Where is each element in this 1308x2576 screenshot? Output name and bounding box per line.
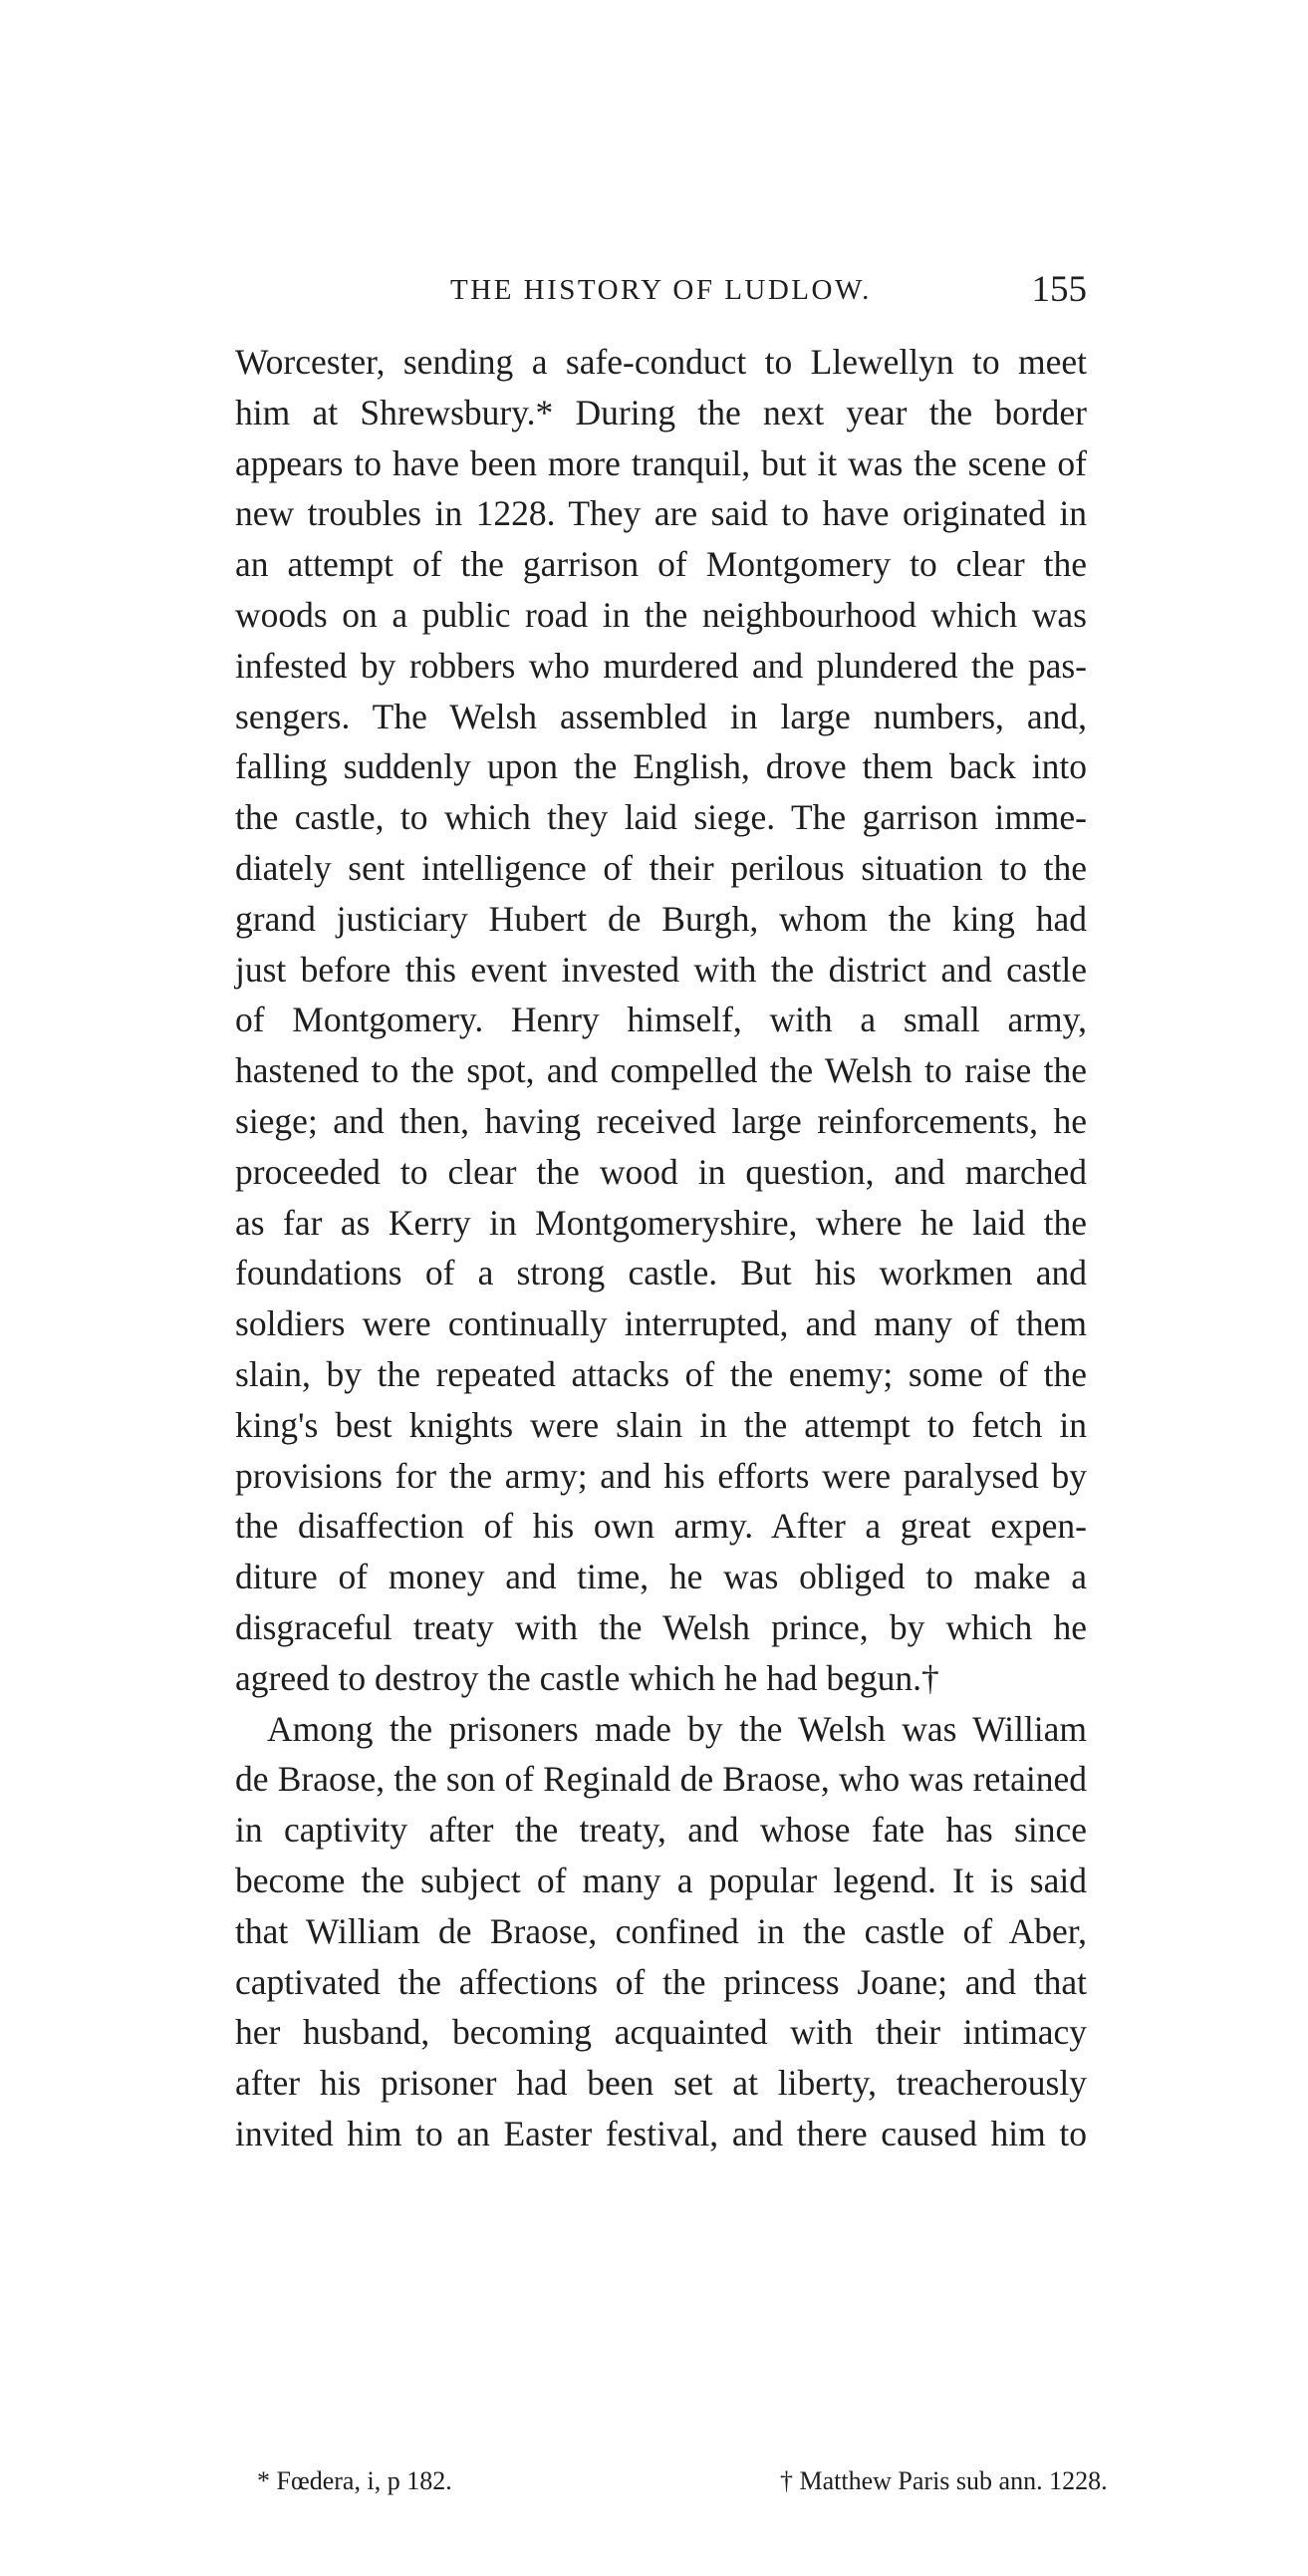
text-line: provisions for the army; and his efforts were paralysed by (235, 1455, 1087, 1496)
text-line: slain, by the repeated attacks of the enemy; some of the (235, 1353, 1087, 1394)
text-line: disgraceful treaty with the Welsh prince, by which he (235, 1606, 1087, 1647)
text-line: diture of money and time, he was obliged to make a (235, 1557, 1087, 1597)
text-line: become the subject of many a popular legend. It is said (235, 1860, 1087, 1900)
footnotes (257, 2461, 1108, 2501)
text-line: just before this event invested with the district and castle (235, 949, 1087, 990)
text-line: sengers. The Welsh assembled in large numbers, and, (235, 696, 1087, 736)
text-line: Worcester, sending a safe-conduct to Llewellyn to meet (235, 342, 1087, 382)
text-line: de Braose, the son of Reginald de Braose, who was retained (235, 1759, 1087, 1800)
text-line: invited him to an Easter festival, and there caused him to (235, 2113, 1087, 2153)
text-line: diately sent intelligence of their perilous situation to the (235, 847, 1087, 888)
text-line: her husband, becoming acquainted with their intimacy (235, 2012, 1087, 2053)
text-line: captivated the affections of the princess Joane; and that (235, 1961, 1087, 2002)
body-text (235, 337, 1087, 2159)
text-line: the disaffection of his own army. After a great expen- (235, 1506, 1087, 1547)
text-line: infested by robbers who murdered and plundered the pas- (235, 645, 1087, 686)
text-line: king's best knights were slain in the attempt to fetch in (235, 1404, 1087, 1445)
text-line: foundations of a strong castle. But his workmen and (235, 1253, 1087, 1293)
text-line: soldiers were continually interrupted, and many of them (235, 1303, 1087, 1344)
text-line: of Montgomery. Henry himself, with a small army, (235, 1000, 1087, 1040)
text-line: that William de Braose, confined in the castle of Aber, (235, 1910, 1087, 1951)
footnote-matthew-paris: † Matthew Paris sub ann. 1228. (780, 2466, 1108, 2495)
text-line: as far as Kerry in Montgomeryshire, where he laid the (235, 1202, 1087, 1243)
text-line: new troubles in 1228. They are said to have originated in (235, 493, 1087, 534)
text-line: falling suddenly upon the English, drove them back into (235, 746, 1087, 787)
text-line: grand justiciary Hubert de Burgh, whom the king had (235, 898, 1087, 939)
page-number: 155 (1031, 269, 1087, 310)
text-line: an attempt of the garrison of Montgomery to clear the (235, 544, 1087, 585)
text-line: Among the prisoners made by the Welsh was William (267, 1708, 1087, 1749)
text-line: hastened to the spot, and compelled the Welsh to raise the (235, 1050, 1087, 1091)
text-line: agreed to destroy the castle which he had begun.† (235, 1657, 939, 1698)
text-line: appears to have been more tranquil, but it was the scene of (235, 442, 1087, 483)
running-head: THE HISTORY OF LUDLOW. (450, 274, 872, 306)
text-line: the castle, to which they laid siege. The garrison imme- (235, 797, 1087, 838)
text-line: woods on a public road in the neighbourhood which was (235, 594, 1087, 635)
text-line: after his prisoner had been set at liberty, treacherously (235, 2063, 1087, 2104)
page-header (235, 265, 1087, 315)
footnote-foedera: * Fœdera, i, p 182. (257, 2466, 452, 2495)
text-line: proceeded to clear the wood in question, and marched (235, 1151, 1087, 1192)
text-line: him at Shrewsbury.* During the next year the border (235, 392, 1087, 432)
text-line: in captivity after the treaty, and whose fate has since (235, 1810, 1087, 1851)
text-line: siege; and then, having received large reinforcements, he (235, 1100, 1087, 1141)
